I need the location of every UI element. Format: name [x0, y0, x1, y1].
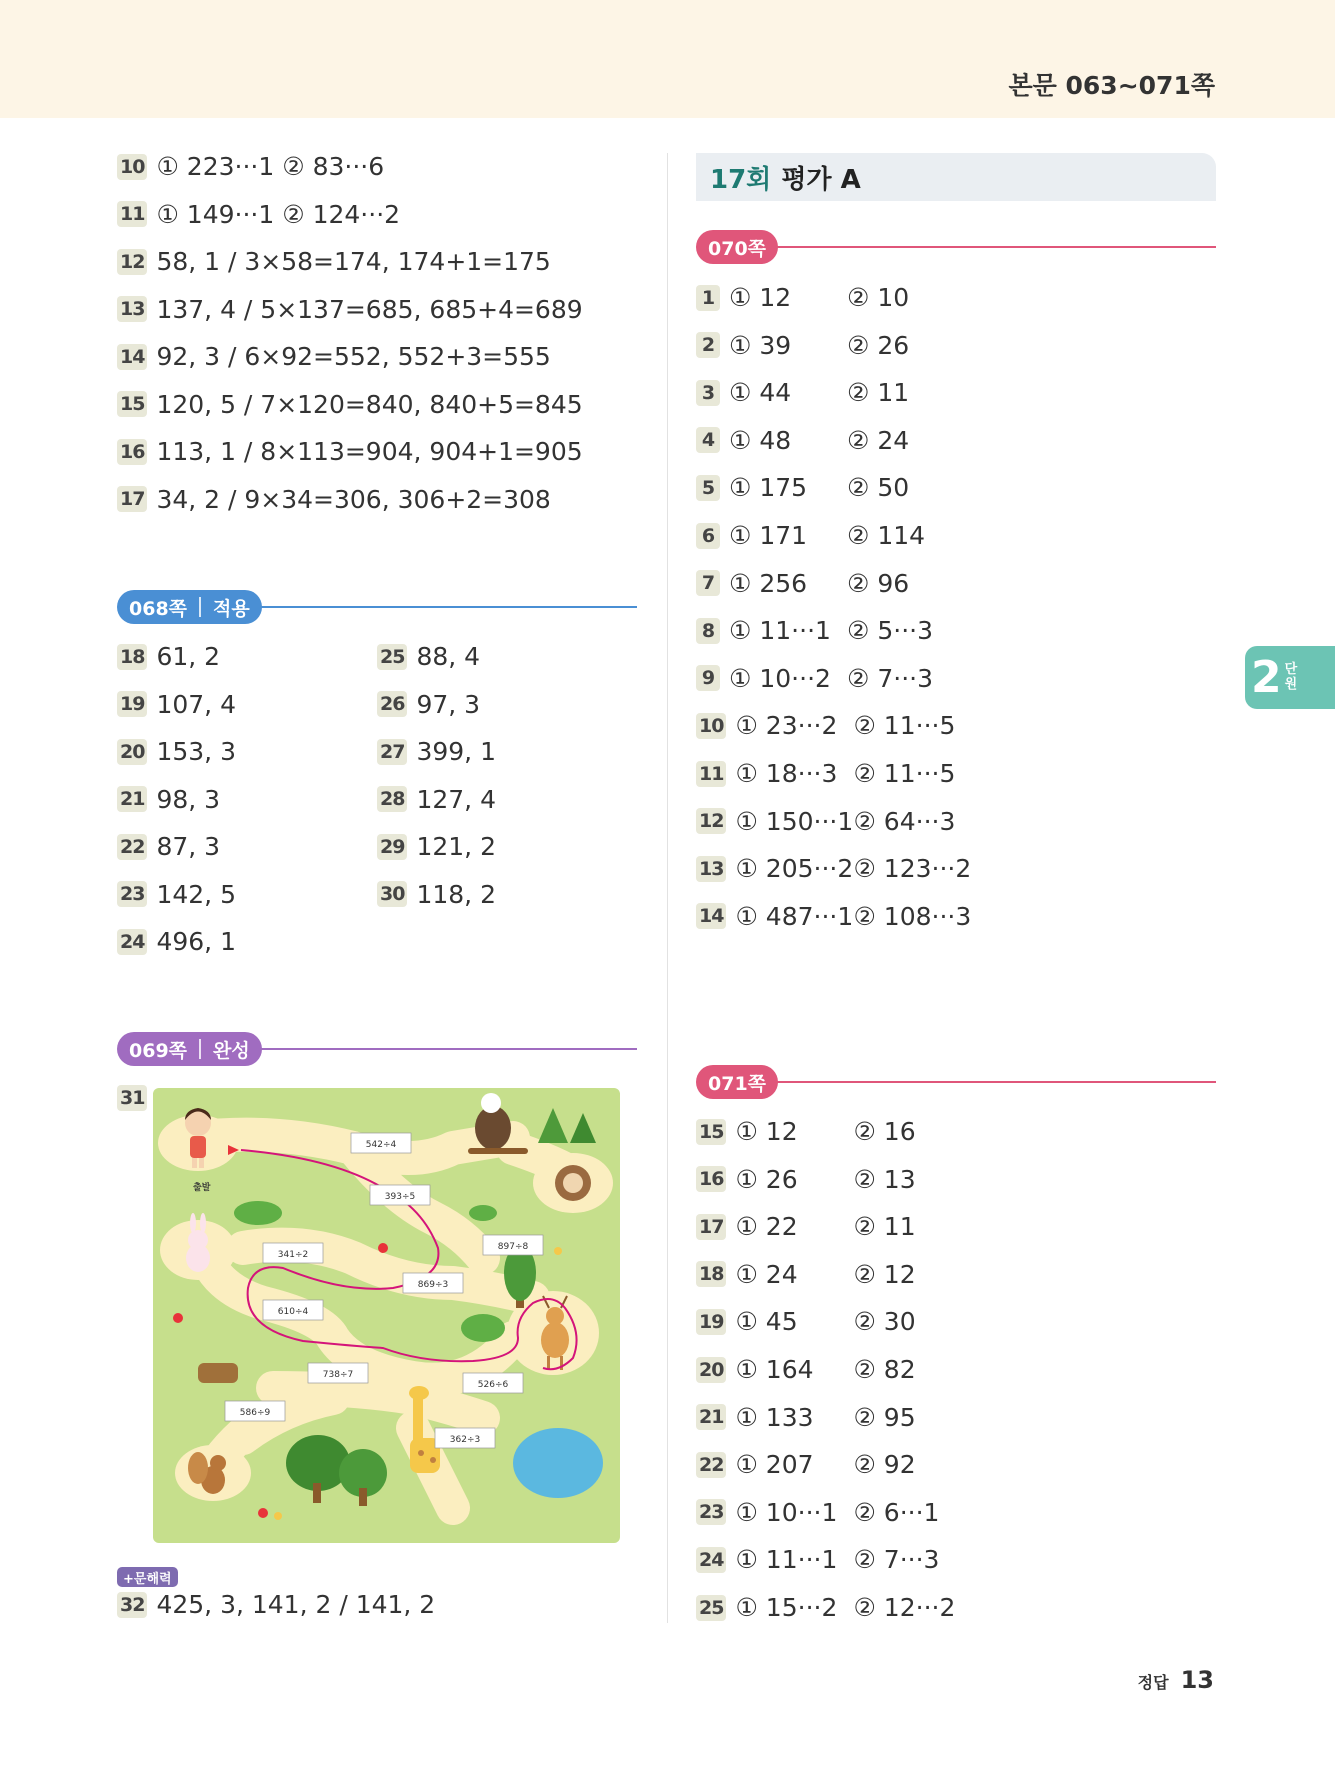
answer-part-2: ② 26: [847, 330, 910, 360]
answer-part-1: ① 10···2: [729, 663, 831, 693]
section-068-name: 적용: [213, 597, 250, 620]
question-number: 17: [117, 486, 147, 512]
answer-part-2: ② 108···3: [853, 901, 972, 931]
unit-label-bottom: 원: [1284, 676, 1298, 692]
section-070-pill: [696, 230, 778, 264]
svg-text:393÷5: 393÷5: [384, 1192, 416, 1202]
svg-text:897÷8: 897÷8: [497, 1242, 529, 1252]
answer-row: [117, 927, 236, 956]
question-number: 8: [696, 618, 720, 644]
answer-part-2: ② 11···5: [853, 711, 956, 741]
flower: [554, 1247, 562, 1255]
question-number: 19: [696, 1309, 726, 1335]
answer-row: [696, 426, 909, 455]
pine-trees: [538, 1108, 596, 1143]
card-542-4: [351, 1133, 411, 1153]
bush: [234, 1201, 282, 1225]
answer-part-2: ② 82: [853, 1355, 916, 1384]
question-number: 20: [117, 739, 147, 765]
unit-tab[interactable]: [1245, 646, 1335, 709]
answer-part-1: ① 48: [729, 425, 792, 455]
answer-row: [696, 1450, 916, 1479]
bush: [469, 1205, 497, 1221]
unit-label-top: 단: [1284, 662, 1298, 678]
section-069-page: 069쪽: [129, 1039, 188, 1062]
answer-text: 120, 5 / 7×120=840, 840+5=845: [156, 389, 583, 419]
answer-part-2: ② 5···3: [847, 616, 934, 646]
question-number: 12: [117, 249, 147, 275]
round-header: [696, 153, 1216, 201]
q31-row: [117, 1085, 156, 1111]
answer-part-2: ② 7···3: [847, 663, 934, 693]
round-number: 17회: [710, 164, 772, 195]
answer-part-1: ① 11···1: [729, 616, 831, 646]
answer-text: 113, 1 / 8×113=904, 904+1=905: [156, 437, 583, 466]
flower: [258, 1508, 268, 1518]
answer-row: [117, 485, 551, 514]
answer-row: [696, 521, 925, 550]
section-071-page: 071쪽: [708, 1072, 767, 1095]
section-068-line: [250, 606, 637, 608]
answer-part-1: ① 26: [735, 1164, 798, 1194]
answer-part-1: ① 150···1: [735, 806, 854, 836]
question-number: 16: [117, 439, 147, 465]
answer-part-1: ① 15···2: [735, 1593, 838, 1622]
question-number: 25: [696, 1595, 726, 1621]
question-number: 10: [117, 154, 147, 180]
answer-row: [696, 1117, 916, 1146]
question-number: 26: [377, 691, 407, 717]
answer-part-1: ① 205···2: [735, 854, 854, 884]
bush: [461, 1314, 505, 1342]
answer-row: [117, 342, 551, 371]
answer-text: 34, 2 / 9×34=306, 306+2=308: [156, 484, 551, 514]
question-number: 23: [117, 881, 147, 907]
answer-row: [696, 807, 955, 836]
section-071-line: [770, 1081, 1216, 1083]
flower: [274, 1512, 282, 1520]
answer-row: [117, 200, 400, 229]
answer-part-1: ① 22: [735, 1212, 798, 1242]
question-number: 27: [377, 739, 407, 765]
answer-row: [117, 880, 236, 909]
question-number: 30: [377, 881, 407, 907]
forest-trees: [286, 1435, 387, 1506]
answer-text: 87, 3: [156, 832, 221, 861]
maze-svg: [153, 1088, 620, 1543]
question-number: 5: [696, 475, 720, 501]
answer-text: 58, 1 / 3×58=174, 174+1=175: [156, 247, 551, 276]
answer-text: 425, 3, 141, 2 / 141, 2: [156, 1590, 436, 1619]
maze-illustration: [153, 1088, 620, 1543]
question-number: 12: [696, 808, 726, 834]
answer-row: [696, 902, 971, 931]
question-number: 24: [117, 929, 147, 955]
answer-part-1: ① 171: [729, 521, 808, 550]
svg-text:526÷6: 526÷6: [477, 1380, 509, 1390]
answer-part-2: ② 92: [853, 1450, 916, 1480]
question-number: 29: [377, 834, 407, 860]
page-range: 본문 063~071쪽: [1008, 71, 1215, 100]
answer-part-1: ① 133: [735, 1402, 814, 1432]
answer-row: [117, 690, 236, 719]
question-number: 11: [696, 761, 726, 787]
answer-part-2: ② 6···1: [853, 1497, 940, 1527]
answer-text: 153, 3: [156, 737, 236, 766]
section-071-pill: [696, 1065, 778, 1099]
question-number: 13: [117, 296, 147, 322]
question-number: 14: [117, 344, 147, 370]
round-title: 평가 A: [781, 164, 861, 195]
question-number: 18: [696, 1261, 726, 1287]
answer-part-2: ② 13: [853, 1164, 916, 1194]
question-number: 14: [696, 903, 726, 929]
answer-part-2: ② 50: [847, 473, 910, 503]
answer-part-1: ① 12: [729, 283, 792, 312]
answer-part-2: ② 24: [847, 425, 910, 455]
answer-row: [696, 1165, 916, 1194]
answer-part-2: ② 123···2: [853, 854, 972, 884]
answer-row: [117, 785, 220, 814]
answer-part-2: ② 7···3: [853, 1545, 940, 1575]
answer-row: [117, 642, 220, 671]
answer-part-2: ② 10: [847, 283, 910, 312]
answer-row: [117, 737, 236, 766]
flower: [378, 1243, 388, 1253]
answer-text: ① 149···1 ② 124···2: [156, 199, 401, 229]
section-070-page: 070쪽: [708, 237, 767, 260]
flower: [173, 1313, 183, 1323]
answer-part-1: ① 11···1: [735, 1545, 838, 1575]
answer-part-2: ② 12: [853, 1259, 916, 1289]
start-label: 출발: [193, 1183, 211, 1193]
answer-part-2: ② 16: [853, 1117, 916, 1146]
page-footer: [1138, 1666, 1214, 1694]
answer-row: [117, 437, 583, 466]
card-897-8: [483, 1235, 543, 1255]
answer-row: [377, 690, 480, 719]
answer-part-1: ① 164: [735, 1355, 814, 1384]
svg-text:586÷9: 586÷9: [239, 1408, 271, 1418]
page-header: [0, 0, 1335, 118]
question-number: 4: [696, 427, 720, 453]
svg-text:610÷4: 610÷4: [277, 1307, 309, 1317]
unit-label: [1285, 663, 1298, 692]
question-number: 28: [377, 786, 407, 812]
answer-text: 399, 1: [416, 737, 496, 766]
answer-row: [696, 473, 909, 502]
question-number: 23: [696, 1499, 726, 1525]
answer-row: [117, 390, 583, 419]
question-number: 7: [696, 570, 720, 596]
section-069-pill: [117, 1032, 262, 1066]
question-number: 31: [117, 1085, 147, 1111]
answer-text: 61, 2: [156, 642, 221, 671]
question-number: 21: [117, 786, 147, 812]
answer-text: 98, 3: [156, 784, 221, 814]
question-number: 17: [696, 1214, 726, 1240]
answer-row: [117, 832, 220, 861]
answer-text: 142, 5: [156, 879, 236, 909]
svg-text:341÷2: 341÷2: [277, 1250, 309, 1260]
answer-part-2: ② 30: [853, 1307, 916, 1337]
answer-row: [696, 1355, 916, 1384]
answer-row: [696, 1498, 939, 1527]
answer-text: 107, 4: [156, 689, 236, 719]
pond: [513, 1428, 603, 1498]
answer-row: [117, 295, 583, 324]
q32-row: [117, 1590, 435, 1619]
svg-text:542÷4: 542÷4: [365, 1140, 397, 1150]
question-number: 21: [696, 1404, 726, 1430]
section-069-line: [250, 1048, 637, 1050]
answer-row: [696, 569, 909, 598]
answer-part-2: ② 11···5: [853, 759, 956, 788]
answer-row: [377, 642, 480, 671]
question-number: 24: [696, 1547, 726, 1573]
question-number: 32: [117, 1592, 147, 1618]
answer-text: 92, 3 / 6×92=552, 552+3=555: [156, 342, 551, 371]
question-number: 20: [696, 1357, 726, 1383]
question-number: 18: [117, 644, 147, 670]
question-number: 25: [377, 644, 407, 670]
pill-separator: [199, 1039, 201, 1059]
answer-row: [696, 378, 909, 407]
answer-row: [696, 711, 955, 740]
answer-part-1: ① 175: [729, 473, 808, 503]
answer-text: 88, 4: [416, 642, 481, 671]
question-number: 3: [696, 380, 720, 406]
card-738-7: [308, 1363, 368, 1383]
svg-text:362÷3: 362÷3: [449, 1435, 481, 1445]
answer-text: 97, 3: [416, 689, 481, 719]
question-number: 22: [696, 1452, 726, 1478]
svg-text:738÷7: 738÷7: [322, 1370, 354, 1380]
question-number: 1: [696, 285, 720, 311]
unit-number: 2: [1251, 651, 1282, 703]
answer-row: [696, 331, 909, 360]
answer-text: 118, 2: [416, 879, 496, 909]
card-586-9: [225, 1401, 285, 1421]
answer-row: [377, 785, 496, 814]
answer-row: [696, 283, 909, 312]
answer-part-2: ② 11: [847, 378, 910, 408]
answer-part-1: ① 18···3: [735, 759, 838, 788]
answer-row: [117, 152, 384, 181]
footer-label: 정답: [1137, 1673, 1169, 1692]
answer-row: [696, 1307, 916, 1336]
answer-text: 121, 2: [416, 832, 496, 861]
answer-row: [117, 247, 551, 276]
answer-row: [696, 759, 955, 788]
question-number: 13: [696, 856, 726, 882]
question-number: 6: [696, 523, 720, 549]
answer-part-2: ② 12···2: [853, 1593, 956, 1622]
answer-row: [696, 664, 933, 693]
answer-part-1: ① 44: [729, 378, 792, 408]
card-362-3: [435, 1428, 495, 1448]
question-number: 2: [696, 332, 720, 358]
answer-text: ① 223···1 ② 83···6: [156, 152, 385, 181]
answer-row: [696, 854, 971, 883]
answer-row: [696, 1403, 916, 1432]
answer-part-2: ② 11: [853, 1212, 916, 1242]
question-number: 15: [117, 391, 147, 417]
literacy-tag: +문해력: [117, 1567, 178, 1587]
answer-part-1: ① 12: [735, 1117, 798, 1146]
answer-text: 127, 4: [416, 784, 496, 814]
question-number: 15: [696, 1119, 726, 1145]
question-number: 19: [117, 691, 147, 717]
answer-part-1: ① 10···1: [735, 1497, 838, 1527]
answer-part-1: ① 24: [735, 1259, 798, 1289]
answer-part-1: ① 256: [729, 568, 808, 598]
answer-part-1: ① 23···2: [735, 711, 838, 741]
question-number: 22: [117, 834, 147, 860]
sloth: [555, 1165, 591, 1201]
section-070-line: [770, 246, 1216, 248]
answer-part-2: ② 64···3: [853, 806, 956, 836]
card-393-5: [370, 1185, 430, 1205]
answer-row: [696, 1212, 916, 1241]
answer-part-2: ② 96: [847, 568, 910, 598]
card-610-4: [263, 1300, 323, 1320]
answer-row: [696, 616, 933, 645]
section-068-page: 068쪽: [129, 597, 188, 620]
answer-row: [696, 1545, 939, 1574]
question-number: 10: [696, 713, 726, 739]
card-869-3: [403, 1273, 463, 1293]
answer-part-2: ② 114: [847, 521, 926, 550]
question-number: 9: [696, 665, 720, 691]
answer-row: [377, 832, 496, 861]
answer-part-2: ② 95: [853, 1402, 916, 1432]
answer-row: [696, 1260, 916, 1289]
page-number: 13: [1180, 1666, 1214, 1694]
answer-part-1: ① 39: [729, 330, 792, 360]
card-526-6: [463, 1373, 523, 1393]
answer-row: [696, 1593, 955, 1622]
svg-text:869÷3: 869÷3: [417, 1280, 449, 1290]
answer-text: 496, 1: [156, 927, 236, 956]
question-number: 11: [117, 201, 147, 227]
column-divider: [667, 153, 668, 1623]
answer-part-1: ① 487···1: [735, 901, 854, 931]
answer-part-1: ① 207: [735, 1450, 814, 1480]
answer-row: [377, 737, 496, 766]
section-069-name: 완성: [213, 1039, 250, 1062]
pill-separator: [199, 597, 201, 617]
tree-stump: [198, 1363, 238, 1383]
section-068-pill: [117, 590, 262, 624]
answer-row: [377, 880, 496, 909]
answer-text: 137, 4 / 5×137=685, 685+4=689: [156, 294, 583, 324]
question-number: 16: [696, 1166, 726, 1192]
card-341-2: [263, 1243, 323, 1263]
answer-part-1: ① 45: [735, 1307, 798, 1337]
